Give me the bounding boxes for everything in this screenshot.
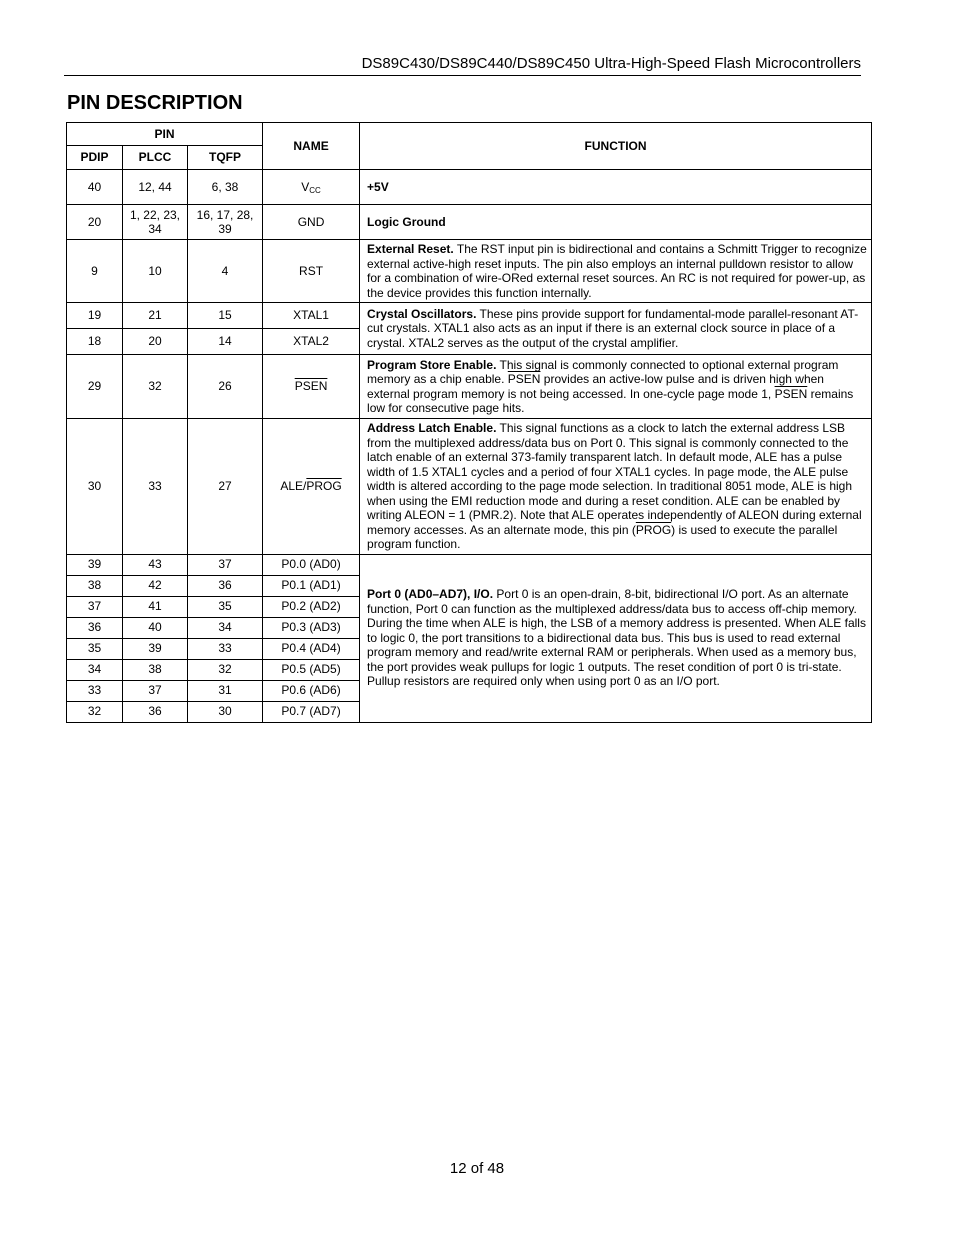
tqfp-cell: 35 bbox=[188, 596, 263, 617]
tqfp-cell: 26 bbox=[188, 355, 263, 419]
pdip-column-header: PDIP bbox=[67, 146, 123, 170]
page-number: 12 of 48 bbox=[449, 1160, 505, 1177]
vcc-subscript: CC bbox=[309, 185, 321, 195]
psen-name: PSEN bbox=[294, 379, 328, 394]
pdip-cell: 20 bbox=[67, 205, 123, 240]
plcc-column-header: PLCC bbox=[123, 146, 188, 170]
function-text: This signal is commonly connected to optional external program memory as a chip enable. bbox=[367, 357, 839, 386]
header-rule bbox=[64, 75, 861, 76]
plcc-cell: 10 bbox=[123, 240, 188, 303]
vcc-name: V bbox=[301, 179, 310, 194]
pdip-cell: 34 bbox=[67, 659, 123, 680]
name-cell: XTAL2 bbox=[263, 329, 360, 355]
name-cell: P0.6 (AD6) bbox=[263, 680, 360, 701]
tqfp-cell: 27 bbox=[188, 419, 263, 555]
function-cell bbox=[360, 419, 872, 555]
pin-description-table bbox=[66, 122, 872, 723]
name-cell: GND bbox=[263, 205, 360, 240]
table-row-psen bbox=[67, 355, 872, 419]
plcc-cell: 42 bbox=[123, 575, 188, 596]
plcc-cell: 38 bbox=[123, 659, 188, 680]
tqfp-cell: 4 bbox=[188, 240, 263, 303]
pdip-cell: 36 bbox=[67, 617, 123, 638]
function-text: This signal functions as a clock to latch the external address LSB from the multiplexed address/data bus on Port 0. This signal is commonly connected to the latch enable of an external 373-family transparent latch. In default mode, ALE has a pulse width of 1.5 XTAL1 cycles and a period of four XTAL1 cycles. In page mode, the ALE pulse width is altered according to the page mode selection. In traditional 8051 mode, ALE is high when using the EMI reduction mode and during a reset condition. ALE can be enabled by writing ALEON = 1 (PMR.2). Note that ALE operates independently of ALEON during external memory accesses. As an alternate mode, this pin ( bbox=[367, 421, 862, 537]
prog-overline-text: PROG bbox=[635, 522, 672, 537]
function-cell bbox=[360, 170, 872, 205]
plcc-cell: 21 bbox=[123, 303, 188, 329]
plcc-cell: 20 bbox=[123, 329, 188, 355]
table-row-ale bbox=[67, 419, 872, 555]
function-term: Port 0 (AD0–AD7), I/O. bbox=[367, 587, 494, 602]
function-text: ) is used to execute the parallel program function. bbox=[367, 522, 838, 551]
psen-overline-text: PSEN bbox=[774, 386, 808, 401]
pdip-cell: 37 bbox=[67, 596, 123, 617]
prog-name: PROG bbox=[306, 479, 342, 493]
function-term: Program Store Enable. bbox=[367, 357, 497, 372]
tqfp-cell: 14 bbox=[188, 329, 263, 355]
plcc-cell: 12, 44 bbox=[123, 170, 188, 205]
pdip-cell: 32 bbox=[67, 701, 123, 722]
pdip-cell: 38 bbox=[67, 575, 123, 596]
plcc-cell: 40 bbox=[123, 617, 188, 638]
function-cell bbox=[360, 205, 872, 240]
function-term: +5V bbox=[367, 179, 389, 194]
tqfp-column-header: TQFP bbox=[188, 146, 263, 170]
name-cell: P0.7 (AD7) bbox=[263, 701, 360, 722]
table-row-vcc bbox=[67, 170, 872, 205]
tqfp-cell: 6, 38 bbox=[188, 170, 263, 205]
pdip-cell: 39 bbox=[67, 554, 123, 575]
plcc-cell: 39 bbox=[123, 638, 188, 659]
document-header-title: DS89C430/DS89C440/DS89C450 Ultra-High-Speed Flash Microcontrollers bbox=[361, 55, 861, 72]
tqfp-cell: 34 bbox=[188, 617, 263, 638]
tqfp-cell: 36 bbox=[188, 575, 263, 596]
pdip-cell: 19 bbox=[67, 303, 123, 329]
tqfp-cell: 15 bbox=[188, 303, 263, 329]
tqfp-cell: 30 bbox=[188, 701, 263, 722]
name-cell: P0.0 (AD0) bbox=[263, 554, 360, 575]
function-cell bbox=[360, 303, 872, 355]
name-cell: RST bbox=[263, 240, 360, 303]
name-cell: P0.4 (AD4) bbox=[263, 638, 360, 659]
name-cell: XTAL1 bbox=[263, 303, 360, 329]
name-cell bbox=[263, 419, 360, 555]
section-title: PIN DESCRIPTION bbox=[67, 92, 243, 114]
name-cell bbox=[263, 170, 360, 205]
function-cell bbox=[360, 355, 872, 419]
pdip-cell: 40 bbox=[67, 170, 123, 205]
function-text: These pins provide support for fundamental-mode parallel-resonant AT-cut crystals. XTAL1 also acts as an input if there is an external clock source in place of a crystal. XTAL2 serves as the output of the crystal amplifier. bbox=[367, 306, 859, 350]
pin-group-header: PIN bbox=[67, 123, 263, 146]
pdip-cell: 35 bbox=[67, 638, 123, 659]
table-header-row bbox=[67, 123, 872, 146]
name-cell: P0.3 (AD3) bbox=[263, 617, 360, 638]
function-text: Port 0 is an open-drain, 8-bit, bidirectional I/O port. As an alternate function, Port 0 can function as the multiplexed address/data bus to access off-chip memory. During the time when ALE is high, the LSB of a memory address is presented. When ALE falls to logic 0, the port transitions to a bidirectional data bus. This bus is used to read external program memory and read/write external RAM or peripherals. When used as a memory bus, the port provides weak pullups for logic 1 outputs. The reset condition of port 0 is tri-state. Pullup resistors are required only when using port 0 as an I/O port. bbox=[367, 587, 866, 689]
pdip-cell: 9 bbox=[67, 240, 123, 303]
function-term: Crystal Oscillators. bbox=[367, 306, 477, 321]
plcc-cell: 33 bbox=[123, 419, 188, 555]
plcc-cell: 41 bbox=[123, 596, 188, 617]
tqfp-cell: 37 bbox=[188, 554, 263, 575]
pdip-cell: 30 bbox=[67, 419, 123, 555]
plcc-cell: 32 bbox=[123, 355, 188, 419]
function-cell bbox=[360, 240, 872, 303]
function-text: provides an active-low pulse and is driven high when external program memory is not being accessed. In one-cycle page mode 1, bbox=[367, 372, 824, 401]
function-term: External Reset. bbox=[367, 242, 454, 256]
function-cell bbox=[360, 554, 872, 722]
plcc-cell: 36 bbox=[123, 701, 188, 722]
plcc-cell: 1, 22, 23, 34 bbox=[123, 205, 188, 240]
tqfp-cell: 32 bbox=[188, 659, 263, 680]
function-term: Address Latch Enable. bbox=[367, 421, 497, 435]
function-column-header: FUNCTION bbox=[360, 123, 872, 170]
pdip-cell: 33 bbox=[67, 680, 123, 701]
name-cell: P0.2 (AD2) bbox=[263, 596, 360, 617]
plcc-cell: 37 bbox=[123, 680, 188, 701]
table-row bbox=[67, 554, 872, 575]
tqfp-cell: 16, 17, 28, 39 bbox=[188, 205, 263, 240]
table-row-xtal1 bbox=[67, 303, 872, 329]
name-cell: P0.1 (AD1) bbox=[263, 575, 360, 596]
table-row-gnd bbox=[67, 205, 872, 240]
name-cell bbox=[263, 355, 360, 419]
pdip-cell: 18 bbox=[67, 329, 123, 355]
plcc-cell: 43 bbox=[123, 554, 188, 575]
name-column-header: NAME bbox=[263, 123, 360, 170]
tqfp-cell: 33 bbox=[188, 638, 263, 659]
psen-overline-text: PSEN bbox=[507, 372, 541, 386]
function-term: Logic Ground bbox=[367, 214, 446, 229]
ale-name: ALE/ bbox=[280, 479, 307, 493]
function-text: The RST input pin is bidirectional and contains a Schmitt Trigger to recognize external active-high reset inputs. The pin also employs an internal pulldown resistor to allow for a combination of wire-ORed external reset sources. An RC is not required for power-up, as the device provides this function internally. bbox=[367, 242, 867, 300]
function-text: remains low for consecutive page hits. bbox=[367, 386, 854, 415]
table-row-rst bbox=[67, 240, 872, 303]
name-cell: P0.5 (AD5) bbox=[263, 659, 360, 680]
pdip-cell: 29 bbox=[67, 355, 123, 419]
tqfp-cell: 31 bbox=[188, 680, 263, 701]
